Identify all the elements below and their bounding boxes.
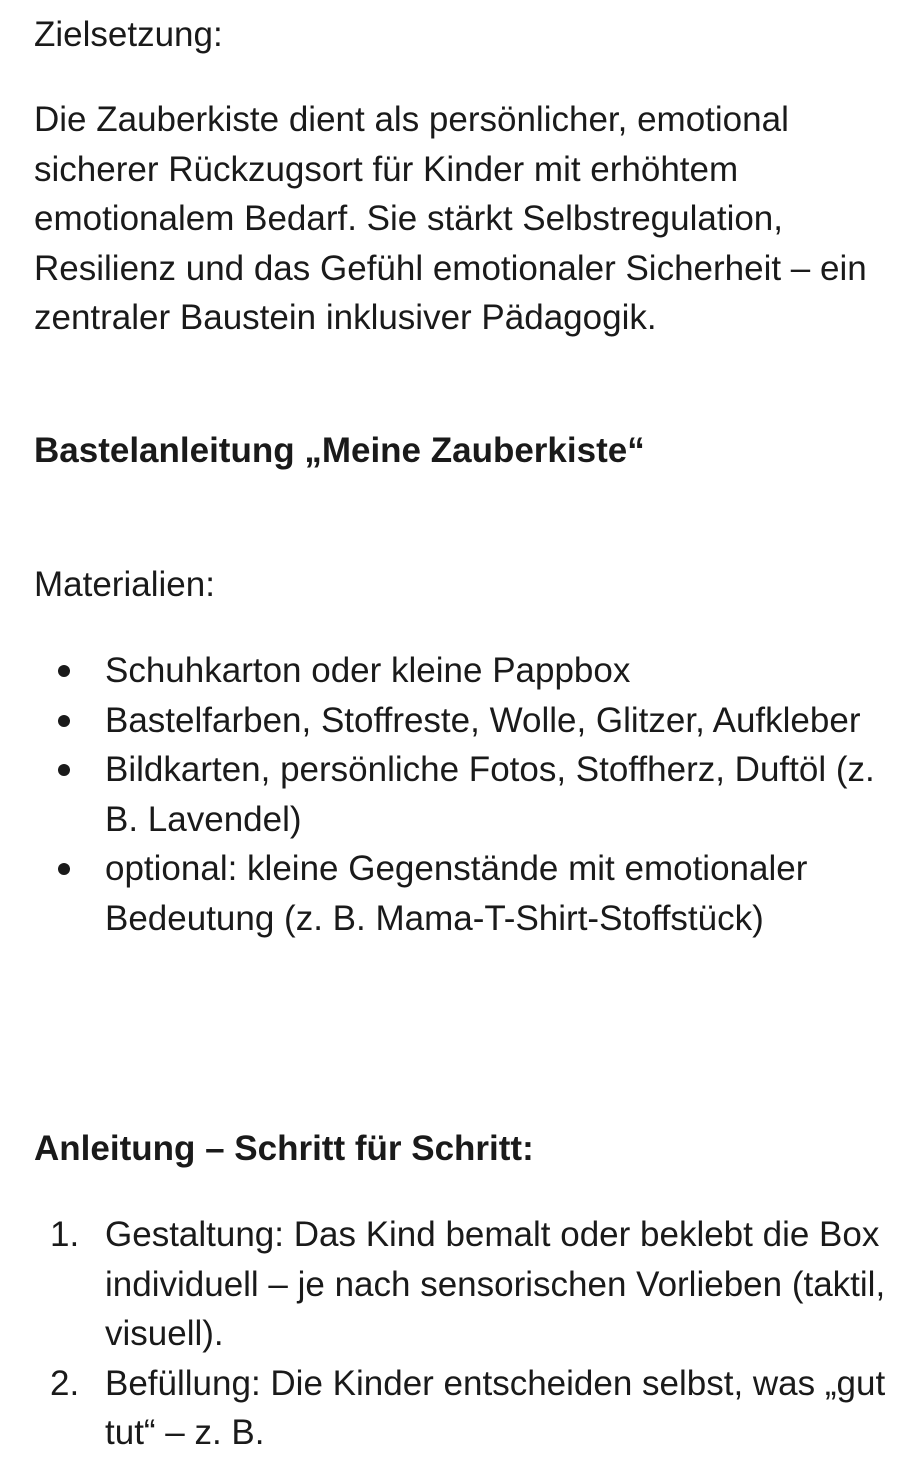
list-item [34,696,894,746]
bullet-icon [58,665,70,677]
step-text: Befüllung: Die Kinder entscheiden selbst, was „gut tut“ – z. B. [105,1363,886,1452]
objective-paragraph: Die Zauberkiste dient als persönlicher, emotional sicherer Rückzugsort für Kinder mit erhöhtem emotionalem Bedarf. Sie stärkt Selbstregulation, Resilienz und das Gefühl emotionaler Sicherheit – ein zentraler Baustein inklusiver Pädagogik. [34,100,867,337]
bullet-icon [58,715,70,727]
step-by-step-heading: Anleitung – Schritt für Schritt: [34,1129,534,1168]
list-item [34,745,894,844]
step-number: 2. [50,1363,80,1403]
materials-list [34,646,894,943]
list-item-text: Schuhkarton oder kleine Pappbox [105,651,631,690]
craft-instructions-heading: Bastelanleitung „Meine Zauberkiste“ [34,431,645,470]
list-item-text: Bastelfarben, Stoffreste, Wolle, Glitzer, Aufkleber [105,700,861,740]
list-item [34,646,894,696]
steps-list [34,1210,894,1458]
list-item-text: Bildkarten, persönliche Fotos, Stoffherz, Duftöl (z. B. Lavendel) [105,750,875,839]
objective-label: Zielsetzung: [34,15,223,54]
step-text: Gestaltung: Das Kind bemalt oder beklebt die Box individuell – je nach sensorischen Vorlieben (taktil, visuell). [105,1215,886,1353]
step-item [34,1359,894,1458]
step-number: 1. [50,1215,80,1254]
bullet-icon [58,863,70,875]
materials-label: Materialien: [34,565,215,604]
list-item-text: optional: kleine Gegenstände mit emotionaler Bedeutung (z. B. Mama-T-Shirt-Stoffstück) [105,849,808,938]
bullet-icon [58,764,70,776]
list-item [34,844,894,943]
step-item [34,1210,894,1359]
